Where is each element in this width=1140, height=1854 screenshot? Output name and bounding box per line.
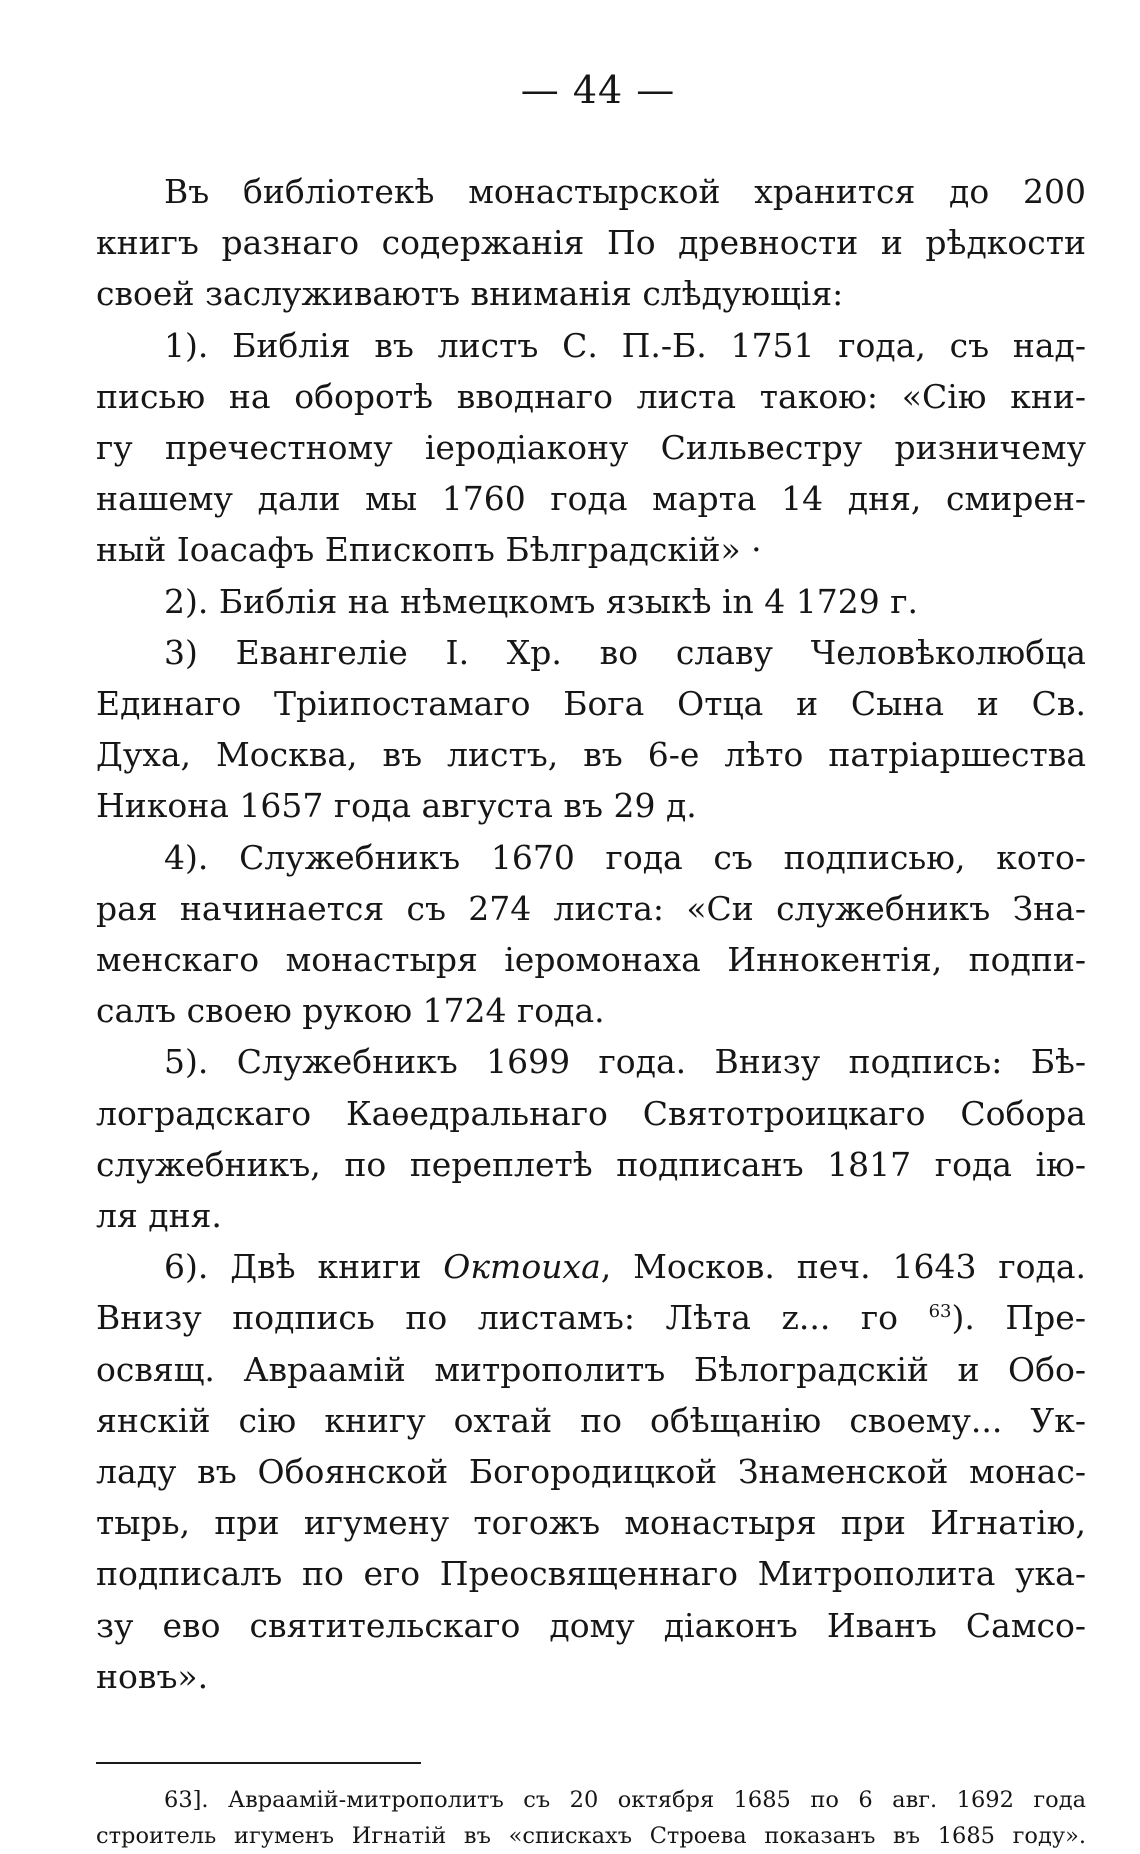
- text-line: писью на оборотѣ вводнаго листа такою: «Сію кни-: [96, 376, 1086, 416]
- text-line: гу пречестному іеродіакону Сильвестру ризничему: [96, 428, 1086, 468]
- text-line: тырь, при игумену тогожъ монастыря при Игнатію,: [96, 1503, 1086, 1543]
- text-line: ный Іоасафъ Епископъ Бѣлградскій» ·: [96, 530, 762, 570]
- text-line: Въ библіотекѣ монастырской хранится до 200: [164, 172, 1086, 211]
- text-line: освящ. Авраамій митрополитъ Бѣлоградскій и Обо-: [96, 1349, 1086, 1389]
- paragraph-intro: [96, 166, 1086, 320]
- text-line: своей заслуживаютъ вниманія слѣдующія:: [96, 274, 844, 314]
- footnote: [96, 1782, 1086, 1854]
- text-line: служебникъ, по переплетѣ подписанъ 1817 года ію-: [96, 1144, 1086, 1184]
- text-line: 1). Библія въ листъ С. П.-Б. 1751 года, съ над-: [164, 325, 1086, 365]
- document-page: [96, 64, 1086, 1854]
- text-line: янскій сію книгу охтай по обѣщанію своему... Ук-: [96, 1400, 1086, 1440]
- text-line: 6). Двѣ книги Октоиха, Москов. печ. 1643 года.: [164, 1247, 1086, 1287]
- paragraph-item-4: [96, 832, 1086, 1037]
- text-line: Духа, Москва, въ листъ, въ 6-е лѣто патріаршества: [96, 735, 1086, 775]
- text-line: Внизу подпись по листамъ: Лѣта z... го $^{63}$). Пре-: [96, 1298, 1086, 1338]
- book-title-italic: Октоиха: [443, 1247, 601, 1287]
- text-line: 3) Евангеліе І. Хр. во славу Человѣколюбца: [164, 632, 1086, 672]
- text-line: ладу въ Обоянской Богородицкой Знаменской монас-: [96, 1452, 1086, 1492]
- text-line: зу ево святительскаго дому діаконъ Иванъ Самсо-: [96, 1605, 1086, 1645]
- text-line: лоградскаго Каѳедральнаго Святотроицкаго Собора: [96, 1093, 1086, 1133]
- text-line: книгъ разнаго содержанія По древности и рѣдкости: [96, 223, 1086, 263]
- text-line: новъ».: [96, 1656, 209, 1696]
- text-line: 5). Служебникъ 1699 года. Внизу подпись: Бѣ-: [164, 1042, 1086, 1082]
- text-line: подписалъ по его Преосвященнаго Митрополита ука-: [96, 1554, 1086, 1594]
- text-line: 2). Библія на нѣмецкомъ языкѣ in 4 1729 г.: [164, 581, 919, 621]
- paragraph-item-6: [96, 1241, 1086, 1702]
- text-line: рая начинается съ 274 листа: «Си служебникъ Зна-: [96, 888, 1086, 928]
- text-line: Единаго Тріипостамаго Бога Отца и Сына и Св.: [96, 684, 1086, 724]
- footnote-reference: 63: [928, 1301, 952, 1323]
- footnote-line: строитель игуменъ Игнатій въ «спискахъ Строева показанъ въ 1685 году».: [96, 1823, 1086, 1850]
- text-line: Никона 1657 года августа въ 29 д.: [96, 786, 697, 826]
- footnote-divider: [96, 1762, 421, 1764]
- text-line: ля дня.: [96, 1196, 222, 1236]
- paragraph-item-2: [96, 576, 1086, 627]
- page-number: — 44 —: [520, 68, 676, 112]
- text-line: менскаго монастыря іеромонаха Иннокентія, подпи-: [96, 940, 1086, 980]
- paragraph-item-1: [96, 320, 1086, 576]
- paragraph-item-3: [96, 627, 1086, 832]
- text-line: нашему дали мы 1760 года марта 14 дня, смирен-: [96, 479, 1086, 519]
- paragraph-item-5: [96, 1036, 1086, 1241]
- text-line: 4). Служебникъ 1670 года съ подписью, кото-: [164, 837, 1086, 877]
- text-line: салъ своею рукою 1724 года.: [96, 991, 605, 1031]
- footnote-line: 63]. Авраамій-митрополитъ съ 20 октября 1685 по 6 авг. 1692 года: [164, 1787, 1086, 1814]
